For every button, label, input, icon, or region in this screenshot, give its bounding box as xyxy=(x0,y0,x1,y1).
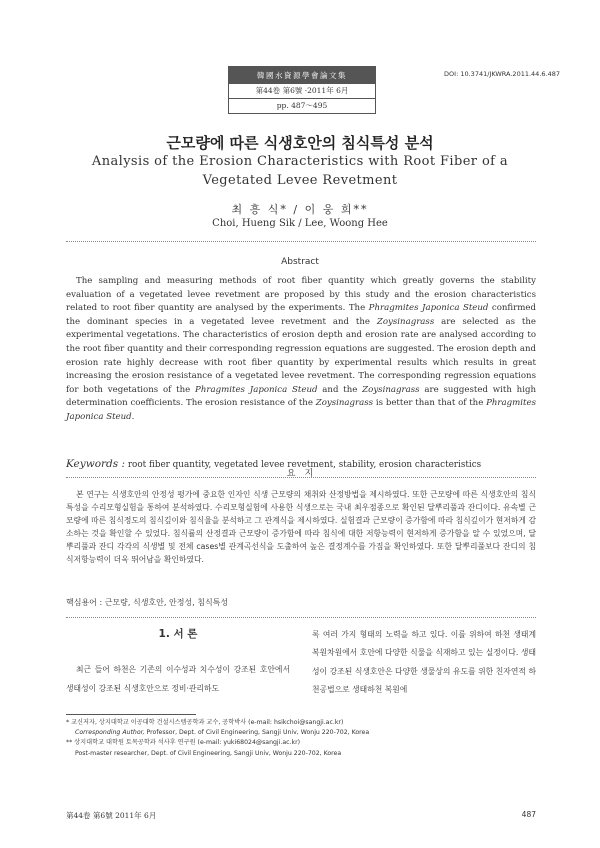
page-range: pp. 487～495 xyxy=(276,101,328,110)
intro-left-column: 최근 들어 하천은 기존의 이수성과 치수성이 강조된 호안에서 생태성이 강조된 식생호안으로 정비·관리하도 xyxy=(66,665,290,693)
divider-bottom xyxy=(66,617,536,618)
journal-name: 韓國水資源學會論文集 xyxy=(229,67,375,84)
title-english-line2: Vegetated Levee Revetment xyxy=(202,173,398,188)
abstract-body: The sampling and measuring methods of root fiber quantity which greatly governs the stability evaluation of a vegetated levee revetment are proposed by this study and the erosion characteristics related to root fiber quantity are analysed by the experiments. The Phragmites Japonica Steud confirmed the dominant species in a vegetated levee revetment and the Zoysinagrass are selected as the experimental vegetations. The characteristics of erosion depth and erosion rate are analysed according to the root fiber quantity and their corresponding regression equations are suggested. The erosion depth and erosion rate highly decrease with root fiber quantity by experimental results which results in great increasing the erosion resistance of a vegetated levee revetment. The corresponding regression equations for both vegetations of the Phragmites Japonica Steud and the Zoysinagrass are suggested with high determination coefficients. The erosion resistance of the Zoysinagrass is better than that of the Phragmites Japonica Steud. xyxy=(66,276,537,422)
footnote-1-english: Corresponding Author, Professor, Dept. of Civil Engineering, Sangji Univ, Wonju 220-702, Korea xyxy=(75,729,370,737)
keywords-label: Keywords : xyxy=(66,458,126,470)
title-english xyxy=(90,152,510,190)
divider-top xyxy=(66,241,536,242)
species-name: Phragmites Japonica Steud xyxy=(195,384,318,395)
species-name: Phragmites Japonica Steud. xyxy=(66,398,536,422)
intro-right-column: 록 여러 가지 형태의 노력을 하고 있다. 이를 위하여 하천 생태계 복원차원에서 호안에 다양한 식물을 식재하고 있는 실정이다. 생태성이 강조된 식생호안은 다양한 생물상의 유도를 위한 친자연적 하천공법으로 생태하천 복원에 xyxy=(312,630,536,695)
korean-abstract-body: 본 연구는 식생호안의 안정성 평가에 중요한 인자인 식생 근모량의 채취와 산정방법을 제시하였다. 또한 근모량에 따른 식생호안의 침식특성을 수리모형실험을 통하여 분석하였다. 수리모형실험에 사용한 식생으로는 국내 최우점종으로 확인된 달뿌리풀과 잔디이다. 유속별 근모량에 따른 침식정도의 침식깊이와 침식율을 분석하고 그 관계식을 제시하였다. 실험결과 근모량이 증가함에 따라 침식깊이가 현저하게 감소하는 것을 확인할 수 있었다. 침식률의 산정결과 근모량이 증가함에 따라 침식에 대한 저항능력이 현저하게 증가함을 알 수 있었으며, 달뿌리풀과 잔디 각각의 식생별 및 전체 cases별 관계곡선식을 도출하여 높은 결정계수를 가짐을 확인하였다. 또한 달뿌리풀보다 잔디의 침식저항능력이 더욱 뛰어남을 확인하였다. xyxy=(66,490,536,565)
footnote-2-english: Post-master researcher, Dept. of Civil Engineering, Sangji Univ, Wonju 220-702, Korea xyxy=(75,749,342,757)
footnote-1-korean: * 교신저자, 상지대학교 이공대학 건설시스템공학과 교수, 공학박사 (e-mail: hsikchoi@sangji.ac.kr) xyxy=(66,719,344,726)
title-english-line1: Analysis of the Erosion Characteristics with Root Fiber of a xyxy=(91,154,509,169)
species-name: Zoysinagrass xyxy=(315,398,374,409)
footer-volume: 第44卷 第6號 2011年 6月 xyxy=(66,811,157,820)
footnote-2-korean: ** 상지대학교 대학원 토목공학과 석사후 연구원 (e-mail: yuki68024@sangji.ac.kr) xyxy=(66,739,301,747)
doi-text[interactable]: DOI: 10.3741/JKWRA.2011.44.6.487 xyxy=(444,70,560,78)
section-heading-introduction: 1. 서 론 xyxy=(158,628,198,640)
korean-abstract-heading: 요 지 xyxy=(286,469,314,479)
title-korean: 근모량에 따른 식생호안의 침식특성 분석 xyxy=(166,134,434,152)
volume-issue: 第44卷 第6號 ·2011年 6月 xyxy=(229,84,375,99)
authors-english: Choi, Hueng Sik / Lee, Woong Hee xyxy=(212,218,388,229)
page-number: 487 xyxy=(521,810,536,819)
species-name: Zoysinagrass xyxy=(376,316,435,327)
journal-info-box xyxy=(228,66,376,114)
species-name: Phragmites Japonica Steud xyxy=(368,303,489,314)
keywords-list: root fiber quantity, vegetated levee revetment, stability, erosion characteristics xyxy=(125,460,482,470)
abstract-heading: Abstract xyxy=(281,257,319,267)
footnotes xyxy=(66,718,536,759)
authors-korean: 최 흥 식* / 이 웅 희** xyxy=(231,203,369,216)
species-name: Zoysinagrass xyxy=(362,384,420,395)
korean-keywords: 핵심용어 : 근모량, 식생호안, 안정성, 침식특성 xyxy=(66,598,229,607)
footnote-divider xyxy=(66,714,196,715)
